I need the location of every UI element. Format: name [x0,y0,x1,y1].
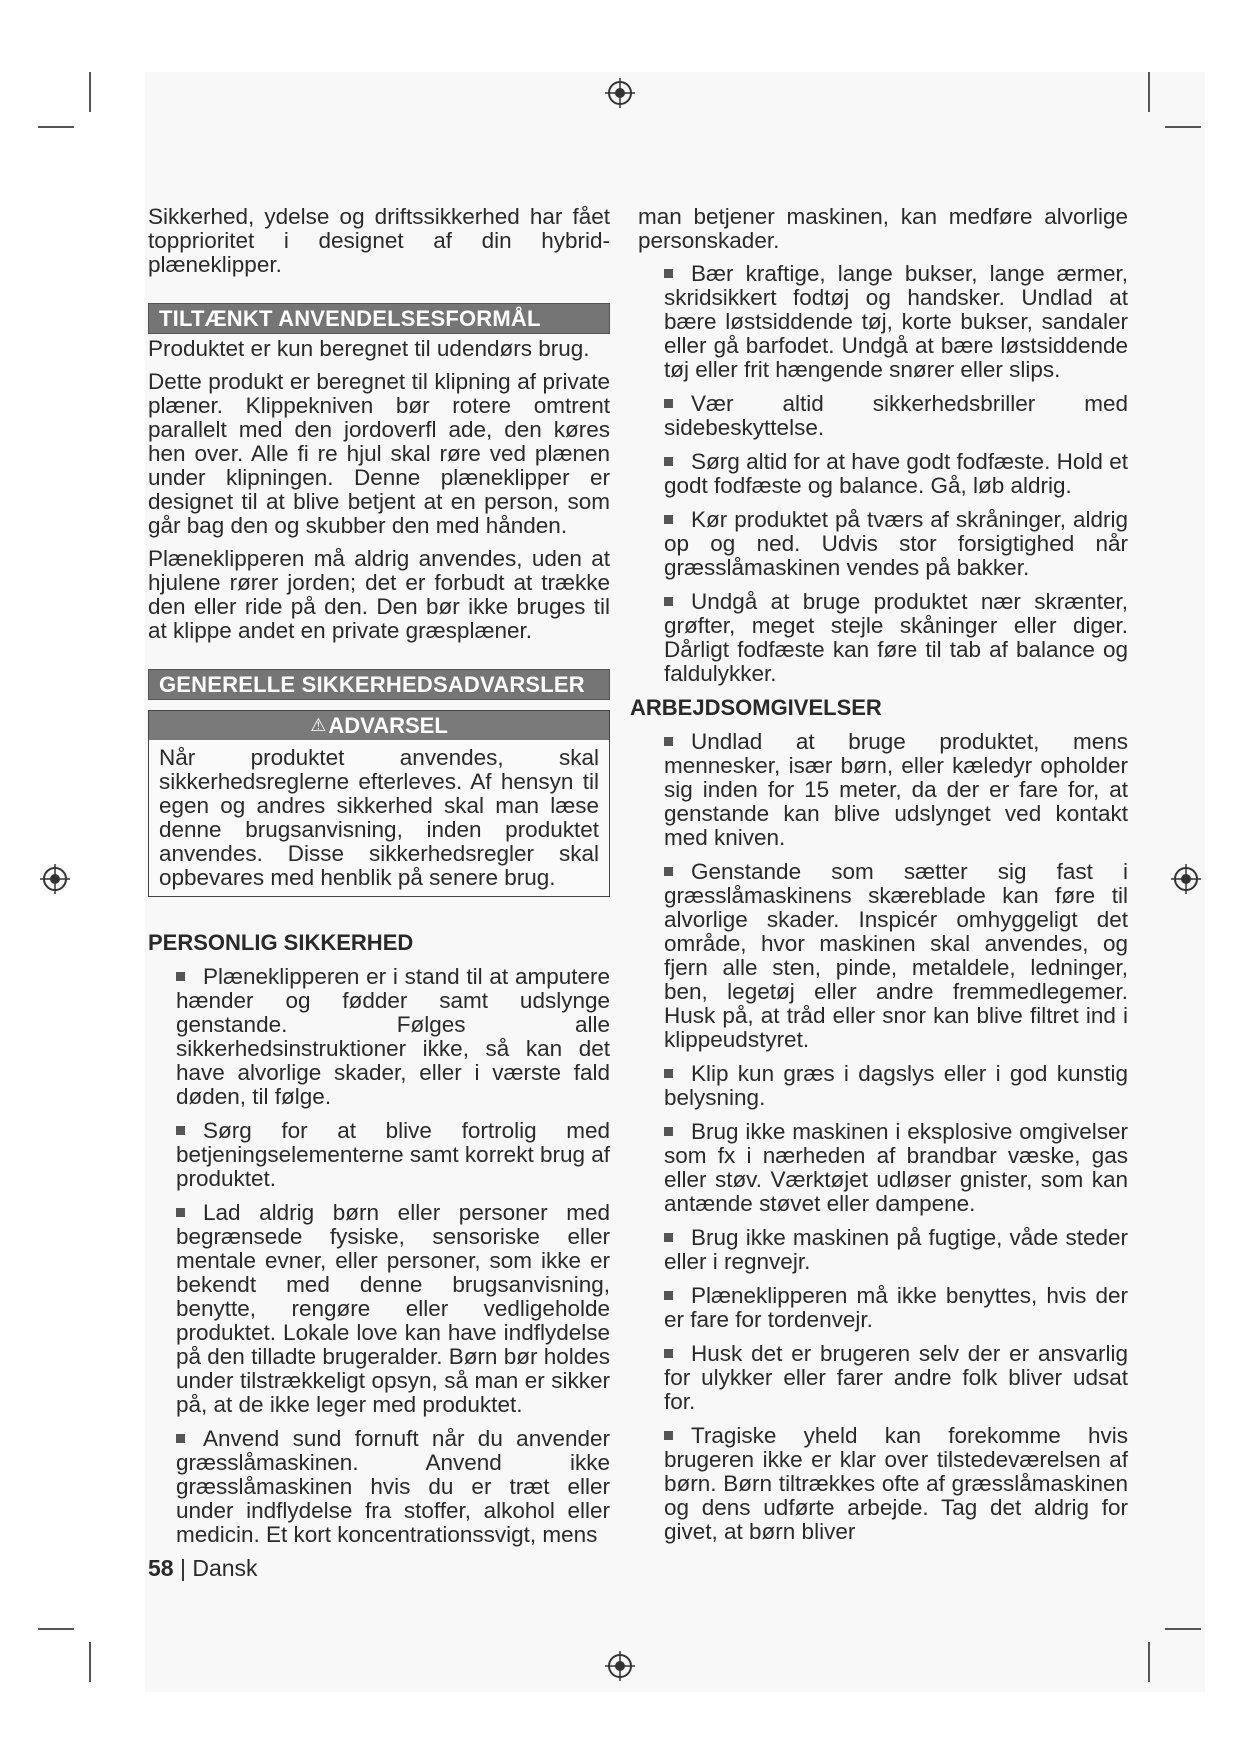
crop-mark [89,1642,91,1682]
registration-mark-icon [40,864,70,894]
registration-mark-icon [605,1651,635,1681]
crop-mark [38,1628,74,1630]
bullet-icon [664,1291,673,1300]
list-item: Plæneklipperen må ikke benyttes, hvis der er fare for tordenvejr. [664,1283,1128,1332]
paragraph: Produktet er kun beregnet til udendørs brug. [148,336,590,361]
intro-paragraph: Sikkerhed, ydelse og driftssikkerhed har fået topprioritet i designet af din hybrid-plæneklipper. [148,204,610,277]
crop-mark [1148,72,1150,112]
list-item: Undlad at bruge produktet, mens mennesker, især børn, eller kæledyr opholder sig inden for 15 meter, da der er fare for, at genstande kan blive udslynget ved kontakt med kniven. [664,729,1128,850]
list-item: Plæneklipperen er i stand til at amputere hænder og fødder samt udslynge genstande. Følges alle sikkerhedsinstruktioner ikke, så kan det have alvorlige skader, eller i værste fald døden, til følge. [176,964,610,1109]
clothing-safety-list [638,262,1128,686]
bullet-icon [664,457,673,466]
list-item: Genstande som sætter sig fast i græsslåmaskinens skæreblade kan føre til alvorlige skader. Inspicér omhyggeligt det område, hvor maskinen skal anvendes, og fjern alle sten, pinde, metaldele, ledninger, ben, legetøj eller andre fremmedlegemer. Husk på, at tråd eller snor kan blive filtret ind i klippeudstyret. [664,859,1128,1052]
right-column [630,204,1128,1554]
footer-separator: | [179,1555,186,1581]
left-column [148,205,610,1557]
warning-box [148,710,610,897]
list-item: Vær altid sikkerhedsbriller med sidebeskyttelse. [664,391,1128,440]
paragraph: Dette produkt er beregnet til klipning af private plæner. Klippekniven bør rotere omtrent parallelt med den jordoverfl ade, den køres hen over. Alle fi re hjul skal røre ved plænen under klipningen. Denne plæneklipper er designet til at blive betjent at en person, som går bag den og skubber den med hånden. [148,369,610,538]
crop-mark [1165,1628,1201,1630]
bullet-icon [664,1127,673,1136]
page-number: 58 [148,1555,174,1581]
list-item: Anvend sund fornuft når du anvender græsslåmaskinen. Anvend ikke græsslåmaskinen hvis du er træt eller under indflydelse fra stoffer, alkohol eller medicin. Et kort koncentrationssvigt, mens [176,1426,610,1547]
warning-triangle-icon: ⚠ [310,715,327,735]
bullet-icon [664,597,673,606]
bullet-icon [664,1349,673,1358]
bullet-icon [664,269,673,278]
bullet-icon [664,737,673,746]
registration-mark-icon [1171,864,1201,894]
list-item: Bær kraftige, lange bukser, lange ærmer, skridsikkert fodtøj og handsker. Undlad at bære løstsiddende tøj, korte bukser, sandaler eller gå barfodet. Undgå at bære løstsiddende tøj eller frit hængende snører eller slips. [664,261,1128,382]
warning-header [149,711,609,740]
list-item: Kør produktet på tværs af skråninger, aldrig op og ned. Udvis stor forsigtighed når græsslåmaskinen vendes på bakker. [664,507,1128,580]
continuation-paragraph: man betjener maskinen, kan medføre alvorlige personskader. [638,204,1128,253]
work-environment-heading: ARBEJDSOMGIVELSER [630,695,882,720]
bullet-icon [664,515,673,524]
personal-safety-list [148,965,610,1547]
crop-mark [89,72,91,112]
list-item: Brug ikke maskinen i eksplosive omgivelser som fx i nærheden af brandbar væske, gas eller støv. Værktøjet udløser gnister, som kan antænde støvet eller dampene. [664,1119,1128,1216]
section-heading-intended-use: TILTÆNKT ANVENDELSESFORMÅL [148,303,610,334]
bullet-icon [664,1069,673,1078]
bullet-icon [664,1431,673,1440]
list-item: Tragiske yheld kan forekomme hvis brugeren ikke er klar over tilstedeværelsen af børn. Børn tiltrækkes ofte af græsslåmaskinen og dens udførte arbejde. Tag det aldrig for givet, at børn bliver [664,1423,1128,1544]
bullet-icon [176,1126,185,1135]
bullet-icon [664,399,673,408]
footer-language: Dansk [192,1555,258,1581]
bullet-icon [664,867,673,876]
list-item: Sørg altid for at have godt fodfæste. Hold et godt fodfæste og balance. Gå, løb aldrig. [664,449,1128,498]
crop-mark [1165,126,1201,128]
bullet-icon [176,1434,185,1443]
personal-safety-heading: PERSONLIG SIKKERHED [148,930,414,955]
bullet-icon [176,1208,185,1217]
list-item: Husk det er brugeren selv der er ansvarlig for ulykker eller farer andre folk bliver udsat for. [664,1341,1128,1414]
list-item: Sørg for at blive fortrolig med betjeningselementerne samt korrekt brug af produktet. [176,1118,610,1191]
page-footer [148,1555,258,1582]
list-item: Klip kun græs i dagslys eller i god kunstig belysning. [664,1061,1128,1110]
crop-mark [1148,1642,1150,1682]
work-environment-list [638,730,1128,1544]
bullet-icon [176,972,185,981]
list-item: Brug ikke maskinen på fugtige, våde steder eller i regnvejr. [664,1225,1128,1274]
paragraph: Plæneklipperen må aldrig anvendes, uden at hjulene rører jorden; det er forbudt at trække den eller ride på den. Den bør ikke bruges til at klippe andet en private græsplæner. [148,546,610,643]
warning-text: Når produktet anvendes, skal sikkerhedsreglerne efterleves. Af hensyn til egen og andres sikkerhed skal man læse denne brugsanvisning, inden produktet anvendes. Disse sikkerhedsregler skal opbevares med henblik på senere brug. [159,745,599,890]
crop-mark [38,126,74,128]
registration-mark-icon [605,78,635,108]
list-item: Lad aldrig børn eller personer med begrænsede fysiske, sensoriske eller mentale evner, eller personer, som ikke er bekendt med denne brugsanvisning, benytte, rengøre eller vedligeholde produktet. Lokale love kan have indflydelse på den tilladte brugeralder. Børn bør holdes under tilstrækkeligt opsyn, så man er sikker på, at de ikke leger med produktet. [176,1200,611,1417]
list-item: Undgå at bruge produktet nær skrænter, grøfter, meget stejle skåninger eller diger. Dårligt fodfæste kan føre til tab af balance og faldulykker. [664,589,1128,686]
section-heading-safety-warnings: GENERELLE SIKKERHEDSADVARSLER [148,669,610,700]
warning-title: ADVARSEL [328,713,448,738]
bullet-icon [664,1233,673,1242]
